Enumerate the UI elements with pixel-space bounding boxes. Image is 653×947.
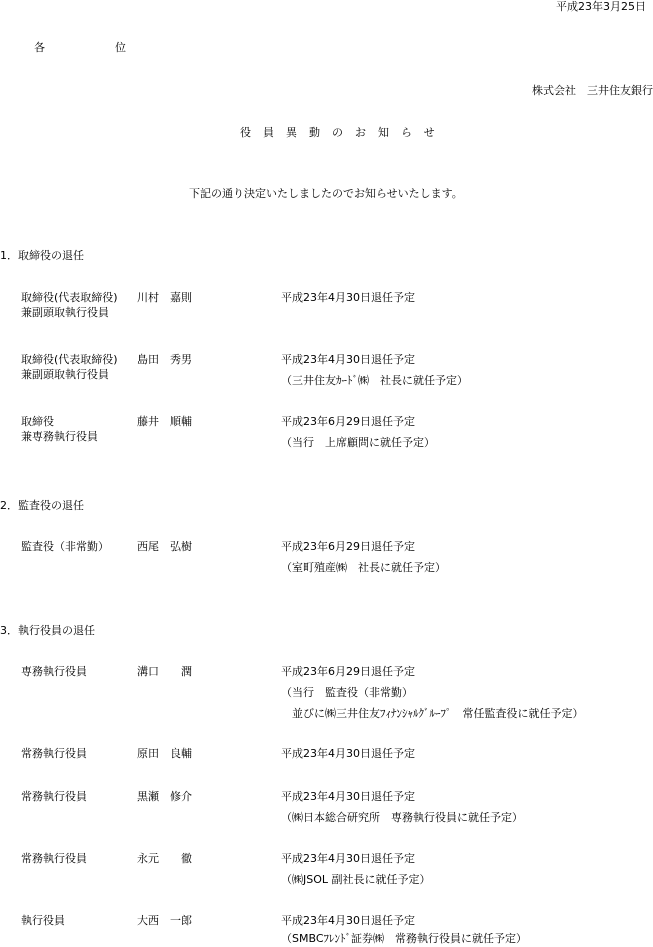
section-heading: 1．取締役の退任 [0, 249, 84, 262]
entry-position: 兼副頭取執行役員 [21, 368, 109, 381]
entry-detail: 平成23年4月30日退任予定 [281, 790, 415, 803]
entry-name: 大西 一郎 [137, 914, 192, 927]
entry-position: 常務執行役員 [21, 790, 87, 803]
entry-position: 取締役(代表取締役) [21, 353, 118, 366]
entry-position: 執行役員 [21, 914, 65, 927]
intro-text: 下記の通り決定いたしましたのでお知らせいたします。 [189, 187, 463, 200]
entry-detail: （当行 上席顧問に就任予定） [281, 436, 435, 449]
entry-position: 監査役（非常勤） [21, 540, 109, 553]
entry-name: 原田 良輔 [137, 747, 192, 760]
entry-detail: 平成23年6月29日退任予定 [281, 665, 415, 678]
section-heading: 2．監査役の退任 [0, 499, 84, 512]
entry-name: 西尾 弘樹 [137, 540, 192, 553]
entry-detail: 並びに㈱三井住友ﾌｨﾅﾝｼｬﾙｸﾞﾙｰﾌﾟ 常任監査役に就任予定） [281, 707, 584, 720]
entry-position: 兼副頭取執行役員 [21, 306, 109, 319]
entry-position: 取締役(代表取締役) [21, 291, 118, 304]
entry-detail: 平成23年4月30日退任予定 [281, 291, 415, 304]
addressee: 各 位 [34, 41, 142, 54]
entry-name: 藤井 順輔 [137, 415, 192, 428]
entry-position: 専務執行役員 [21, 665, 87, 678]
document-title: 役員異動のお知らせ [240, 126, 447, 139]
entry-name: 永元 徹 [137, 852, 192, 865]
section-heading: 3．執行役員の退任 [0, 624, 95, 637]
entry-detail: 平成23年4月30日退任予定 [281, 747, 415, 760]
entry-detail: 平成23年4月30日退任予定 [281, 852, 415, 865]
entry-detail: （室町殖産㈱ 社長に就任予定） [281, 561, 446, 574]
entry-detail: 平成23年6月29日退任予定 [281, 540, 415, 553]
entry-detail: 平成23年6月29日退任予定 [281, 415, 415, 428]
entry-detail: 平成23年4月30日退任予定 [281, 353, 415, 366]
document-date: 平成23年3月25日 [556, 0, 646, 13]
entry-position: 常務執行役員 [21, 852, 87, 865]
entry-detail: （㈱日本総合研究所 専務執行役員に就任予定） [281, 811, 523, 824]
entry-detail: 平成23年4月30日退任予定 [281, 914, 415, 927]
issuer-name: 株式会社 三井住友銀行 [532, 84, 653, 97]
entry-name: 川村 嘉則 [137, 291, 192, 304]
entry-name: 溝口 潤 [137, 665, 192, 678]
entry-name: 島田 秀男 [137, 353, 192, 366]
entry-detail: （㈱JSOL 副社長に就任予定） [281, 873, 431, 886]
entry-detail: （SMBCﾌﾚﾝﾄﾞ証券㈱ 常務執行役員に就任予定） [281, 932, 528, 945]
entry-position: 常務執行役員 [21, 747, 87, 760]
entry-position: 取締役 [21, 415, 54, 428]
entry-position: 兼専務執行役員 [21, 430, 98, 443]
entry-detail: （当行 監査役（非常勤） [281, 686, 413, 699]
entry-detail: （三井住友ｶｰﾄﾞ㈱ 社長に就任予定） [281, 374, 468, 387]
entry-name: 黒瀬 修介 [137, 790, 192, 803]
